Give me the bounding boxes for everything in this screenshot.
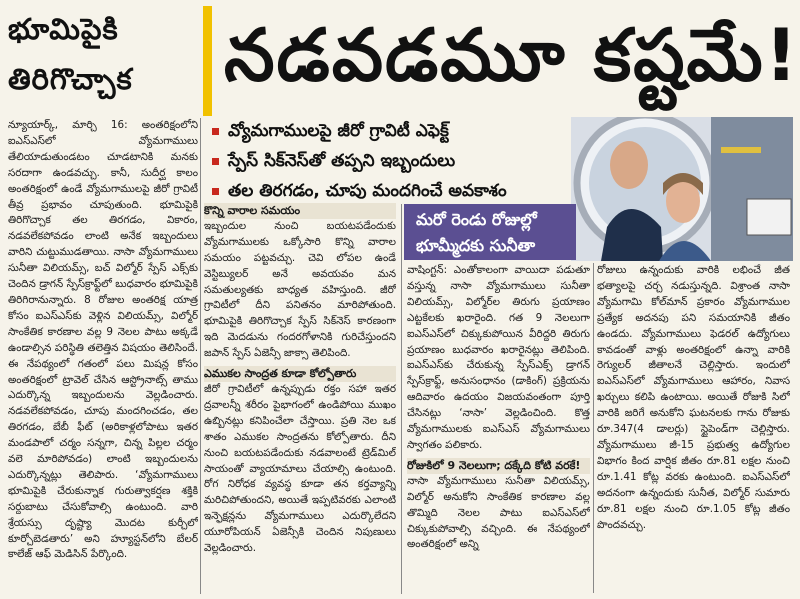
astronauts-illustration — [571, 117, 793, 261]
callout-box — [404, 204, 576, 260]
article-column-2 — [204, 203, 396, 595]
subheading: రోజుకిలో 9 నెలలుగా; దక్కేది కోటి వరకే! — [407, 458, 590, 474]
subheading: ఎముకల సాంద్రత కూడా కోల్పోతారు — [204, 366, 396, 382]
highlight-item: తల తిరగడం, చూపు మందగించే అవకాశం — [212, 176, 572, 206]
article-column-4: రోజులు ఉన్నందుకు వారికి లభించే జీత భత్యాలపై చర్చ నడుస్తున్నది. విశ్రాంత నాసా వ్యోమగామి కోల్‌మాన్ ప్రకారం వ్యోమగాముల ప్రత్యేక అదనపు పని సమయానికి జీతం ఉండదు. వ్యోమగాములు ఫెడరల్ ఉద్యోగులు కావడంతో వాళ్లు అంతరిక్షంలో ఉన్నా వారికి రెగ్యులర్ జీతాలనే చెల్లిస్తారు. ఇందులో ఐఎస్ఎస్‌లో వ్యోమగాములు ఆహారం, నివాస ఖర్చులు కలిపి ఉంటాయి. అయితే రోజుకి సిలో వారికి జరిగే అనుకోని ఘటనలకు గాను రోజుకు రూ.347(4 డాలర్లు) స్టైపెండ్‌గా చెల్లిస్తారు. వ్యోమగాములు జీ-15 ప్రభుత్వ ఉద్యోగుల విభాగం కింద వార్షిక జీతం రూ.81 లక్షల నుంచి రూ.1.41 కోట్ల వరకు ఉంటుంది. ఐఎస్ఎస్‌లో అదనంగా ఉన్నందుకు సునీత, విల్మోర్ సుమారు రూ.81 లక్షల నుంచి రూ.1.05 కోట్ల జీతం పొందవచ్చు. — [597, 264, 790, 531]
column-divider-2 — [401, 204, 402, 594]
highlight-item: స్పేస్ సిక్‌నెస్‌తో తప్పని ఇబ్బందులు — [212, 146, 572, 176]
article-column-1: న్యూయార్క్, మార్చి 16: అంతరిక్షంలోని ఐఎస్ఎస్‌లో వ్యోమగాములు తేలియాడుతుండటం చూడటానికి మనకు సరదాగా ఉండవచ్చు. కానీ, సుదీర్ఘ కాలం అంతరిక్షంలో ఉండే వ్యోమగాములపై జీరో గ్రావిటీ తీవ్ర ప్రభావం చూపుతుంది. భూమిపైకి తిరిగొచ్చాక తల తిరగడం, వికారం, నడవలేకపోవడం లాంటి అనేక ఇబ్బందులు వారిని చుట్టుముడతాయి. నాసా వ్యోమగాములు సునీతా విలియమ్స్, బచ్ విల్మోర్ స్పేస్ ఎక్స్‌కు చెందిన డ్రాగన్ స్పేస్‌క్రాఫ్ట్‌లో బుధవారం భూమిపైకి తిరిగిరానున్నారు. 8 రోజుల అంతరిక్ష యాత్ర కోసం ఐఎస్ఎస్‌కు వెళ్లిన విలియమ్స్, విల్మోర్ సాంకేతిక కారణాల వల్ల 9 నెలల పాటు అక్కడే ఉండాల్సిన పరిస్థితి తలెత్తిన విషయం తెలిసిందే. ఈ నేపథ్యంలో గతంలో పలు మిషన్ల కోసం అంతరిక్షంలో ట్రావెల్ చేసిన ఆస్ట్రోనాట్స్ తాము ఎదుర్కొన్న ఇబ్బందులను వెల్లడించారు. నడవలేకపోవడం, చూపు మందగించడం, తల తిరగడం, బేబీ ఫీట్ (అరికాళ్లలోపాటు ఇతర మండపాలో చర్మం సన్నగా, చిన్న పిల్లల చర్మం వలె మారిపోవడం) లాంటి ఇబ్బందులను ఎదుర్కొన్నట్లు తెలిపారు. ‘వ్యోమగాములు భూమిపైకి చేరుకున్నాక గురుత్వాకర్షణ శక్తికి సర్దుబాటు చేసుకోవాల్సి ఉంటుంది. వారి శ్రేయస్సు దృష్ట్యా మొదట కుర్చీలో కూర్చోబెడతారు’ అని హ్యూస్టన్‌లోని బేలర్ కాలేజ్ ఆఫ్ మెడిసిన్ పేర్కొంది. — [8, 119, 198, 561]
paragraph: వాషింగ్టన్: ఎంతోకాలంగా వాయిదా పడుతూ వస్తున్న నాసా వ్యోమగాములు సునీతా విలియమ్స్, విల్మోర్‌ల తిరుగు ప్రయాణం ఎట్టకేలకు ఖరారైంది. గత 9 నెలలుగా ఐఎస్ఎస్‌లో చిక్కుకుపోయిన వీరిద్దరి తిరుగు ప్రయాణం బుధవారం ఖరారైనట్లు తెలిపింది. ఐఎస్ఎస్‌కు చేరుకున్న స్పేస్ఎక్స్ డ్రాగన్ స్పేస్‌క్రాఫ్ట్, అనుసంధానం (డాకింగ్) ప్రక్రియను ఆదివారం ఉదయం విజయవంతంగా పూర్తి చేసినట్లు ‘నాసా’ వెల్లడించింది. కొత్త వ్యోమగాములకు ఐఎస్ఎస్ వ్యోమగాములు స్వాగతం పలికారు. — [407, 264, 590, 451]
bullet-icon — [212, 158, 219, 165]
kicker-line-2: తిరిగొచ్చాక — [8, 62, 133, 96]
bullet-icon — [212, 188, 219, 195]
paragraph: నాసా వ్యోమగాములు సునీతా విలియమ్స్, విల్మోర్ అనుకోని సాంకేతిక కారణాల వల్ల తొమ్మిది నెలల పాటు ఐఎస్ఎస్‌లో చిక్కుకుపోవాల్సి వచ్చింది. ఈ నేపథ్యంలో అంతరిక్షంలో అన్ని — [407, 474, 590, 551]
kicker-line-1: భూమిపైకి — [8, 12, 119, 46]
highlights-list — [212, 116, 572, 206]
headline: నడవడమూ కష్టమే! — [224, 13, 800, 97]
callout-line-1: మరో రెండు రోజుల్లో — [416, 210, 537, 229]
highlight-item: వ్యోమగాములపై జీరో గ్రావిటీ ఎఫెక్ట్ — [212, 116, 572, 146]
column-divider-1 — [200, 118, 201, 594]
article-column-3 — [407, 263, 590, 593]
callout-line-2: భూమ్మీదకు సునీతా — [416, 236, 536, 255]
paragraph: ఇబ్బందుల నుంచి బయటపడేందుకు వ్యోమగాములకు ఒక్కోసారి కొన్ని వారాల సమయం పట్టవచ్చు. చెవి లోపల ఉండే వెస్టిబ్యులర్ అనే అవయవం మన సమతుల్యతకు బాధ్యత వహిస్తుంది. జీరో గ్రావిటీలో దీని పనితనం మారిపోతుంది. భూమిపైకి తిరిగొచ్చాక స్పేస్ సిక్‌నెస్ కారణంగా ఇది మెదడును గందరగోళానికి గురిచేస్తుందని జపాన్ స్పేస్ ఏజెన్సీ జాక్సా తెలిపింది. — [204, 219, 396, 360]
astronauts-photo — [571, 117, 793, 261]
kicker-title — [8, 4, 200, 110]
accent-bar — [203, 6, 212, 116]
column-divider-3 — [593, 263, 594, 593]
subheading: కొన్ని వారాల సమయం — [204, 203, 396, 219]
paragraph: జీరో గ్రావిటీలో ఉన్నప్పుడు రక్తం సహా ఇతర ద్రవాలన్నీ శరీరం పైభాగంలో ఉండిపోయి ముఖం ఉబ్బినట్లు కనిపించేలా చేస్తాయి. ప్రతి నెల ఒక శాతం ఎముకల సాంద్రతను కోల్పోతారు. దీని నుంచి బయటపడేందుకు నడవాలంటే ట్రెడ్‌మిల్ సాయంతో వ్యాయామాలు చేయాల్సి ఉంటుంది. రోగ నిరోధక వ్యవస్థ కూడా తన కర్తవ్యాన్ని మరిచిపోతుందని, అయితే ఇప్పటివరకు ఎలాంటి ఇన్ఫెక్షన్లను వ్యోమగాములు ఎదుర్కొలేదని యూరోపియన్ ఏజెన్సీకి చెందిన నిపుణులు వెల్లడించారు. — [204, 382, 396, 555]
bullet-icon — [212, 128, 219, 135]
